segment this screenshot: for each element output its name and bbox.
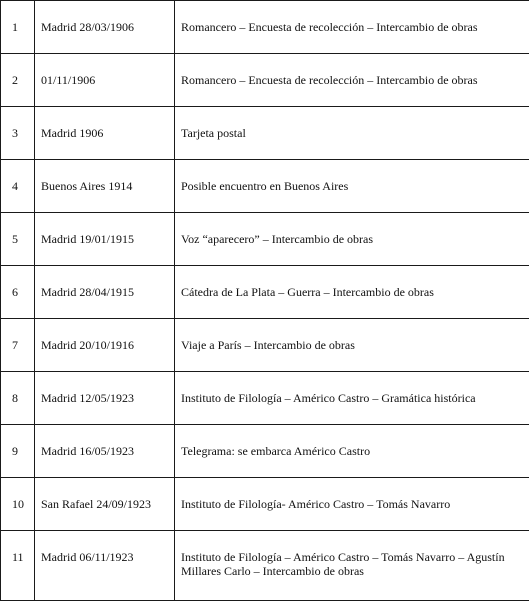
- row-number: 2: [1, 54, 34, 87]
- row-description: Telegrama: se embarca Américo Castro: [175, 425, 529, 458]
- row-number-cell: [1, 531, 35, 601]
- row-date: San Rafael 24/09/1923: [35, 478, 174, 511]
- row-date: Madrid 20/10/1916: [35, 319, 174, 352]
- row-description: Tarjeta postal: [175, 107, 529, 140]
- table-row: [1, 107, 529, 160]
- description-cell: [175, 160, 529, 213]
- row-number-cell: [1, 213, 35, 266]
- row-number-cell: [1, 54, 35, 107]
- row-description: Viaje a París – Intercambio de obras: [175, 319, 529, 352]
- row-description: Posible encuentro en Buenos Aires: [175, 160, 529, 193]
- row-number: 4: [1, 160, 34, 193]
- row-number-cell: [1, 1, 35, 54]
- row-number-cell: [1, 319, 35, 372]
- row-date: 01/11/1906: [35, 54, 174, 87]
- table-row: [1, 266, 529, 319]
- description-cell: [175, 1, 529, 54]
- date-cell: [35, 372, 175, 425]
- row-number-cell: [1, 372, 35, 425]
- table-row: [1, 319, 529, 372]
- date-cell: [35, 160, 175, 213]
- description-cell: [175, 107, 529, 160]
- row-date: Madrid 06/11/1923: [35, 531, 174, 564]
- row-number: 3: [1, 107, 34, 140]
- description-cell: [175, 425, 529, 478]
- row-description: Instituto de Filología – Américo Castro – Tomás Navarro – Agustín Millares Carlo – Intercambio de obras: [175, 531, 529, 578]
- row-date: Madrid 12/05/1923: [35, 372, 174, 405]
- row-description: Instituto de Filología – Américo Castro – Gramática histórica: [175, 372, 529, 405]
- table-row: [1, 213, 529, 266]
- date-cell: [35, 531, 175, 601]
- row-date: Madrid 19/01/1915: [35, 213, 174, 246]
- table-row: [1, 478, 529, 531]
- table-row: [1, 1, 529, 54]
- table-row: [1, 531, 529, 601]
- table-row: [1, 160, 529, 213]
- row-date: Madrid 1906: [35, 107, 174, 140]
- table-row: [1, 54, 529, 107]
- table-row: [1, 425, 529, 478]
- row-date: Madrid 28/04/1915: [35, 266, 174, 299]
- row-number: 9: [1, 425, 34, 458]
- date-cell: [35, 54, 175, 107]
- row-number: 5: [1, 213, 34, 246]
- row-description: Romancero – Encuesta de recolección – Intercambio de obras: [175, 54, 529, 87]
- row-number: 8: [1, 372, 34, 405]
- row-description: Cátedra de La Plata – Guerra – Intercambio de obras: [175, 266, 529, 299]
- row-description: Instituto de Filología- Américo Castro – Tomás Navarro: [175, 478, 529, 511]
- date-cell: [35, 425, 175, 478]
- table-row: [1, 372, 529, 425]
- row-number: 10: [1, 478, 34, 511]
- row-number-cell: [1, 160, 35, 213]
- date-cell: [35, 213, 175, 266]
- description-cell: [175, 531, 529, 601]
- date-cell: [35, 319, 175, 372]
- description-cell: [175, 372, 529, 425]
- row-description: Romancero – Encuesta de recolección – Intercambio de obras: [175, 1, 529, 34]
- row-number-cell: [1, 425, 35, 478]
- date-cell: [35, 266, 175, 319]
- row-number: 1: [1, 1, 34, 34]
- date-cell: [35, 107, 175, 160]
- row-number-cell: [1, 266, 35, 319]
- row-description: Voz “aparecero” – Intercambio de obras: [175, 213, 529, 246]
- row-number: 6: [1, 266, 34, 299]
- description-cell: [175, 54, 529, 107]
- row-date: Buenos Aires 1914: [35, 160, 174, 193]
- description-cell: [175, 478, 529, 531]
- date-cell: [35, 1, 175, 54]
- description-cell: [175, 266, 529, 319]
- description-cell: [175, 319, 529, 372]
- description-cell: [175, 213, 529, 266]
- row-number: 11: [1, 531, 34, 564]
- row-number-cell: [1, 107, 35, 160]
- row-number: 7: [1, 319, 34, 352]
- date-cell: [35, 478, 175, 531]
- row-date: Madrid 28/03/1906: [35, 1, 174, 34]
- row-date: Madrid 16/05/1923: [35, 425, 174, 458]
- row-number-cell: [1, 478, 35, 531]
